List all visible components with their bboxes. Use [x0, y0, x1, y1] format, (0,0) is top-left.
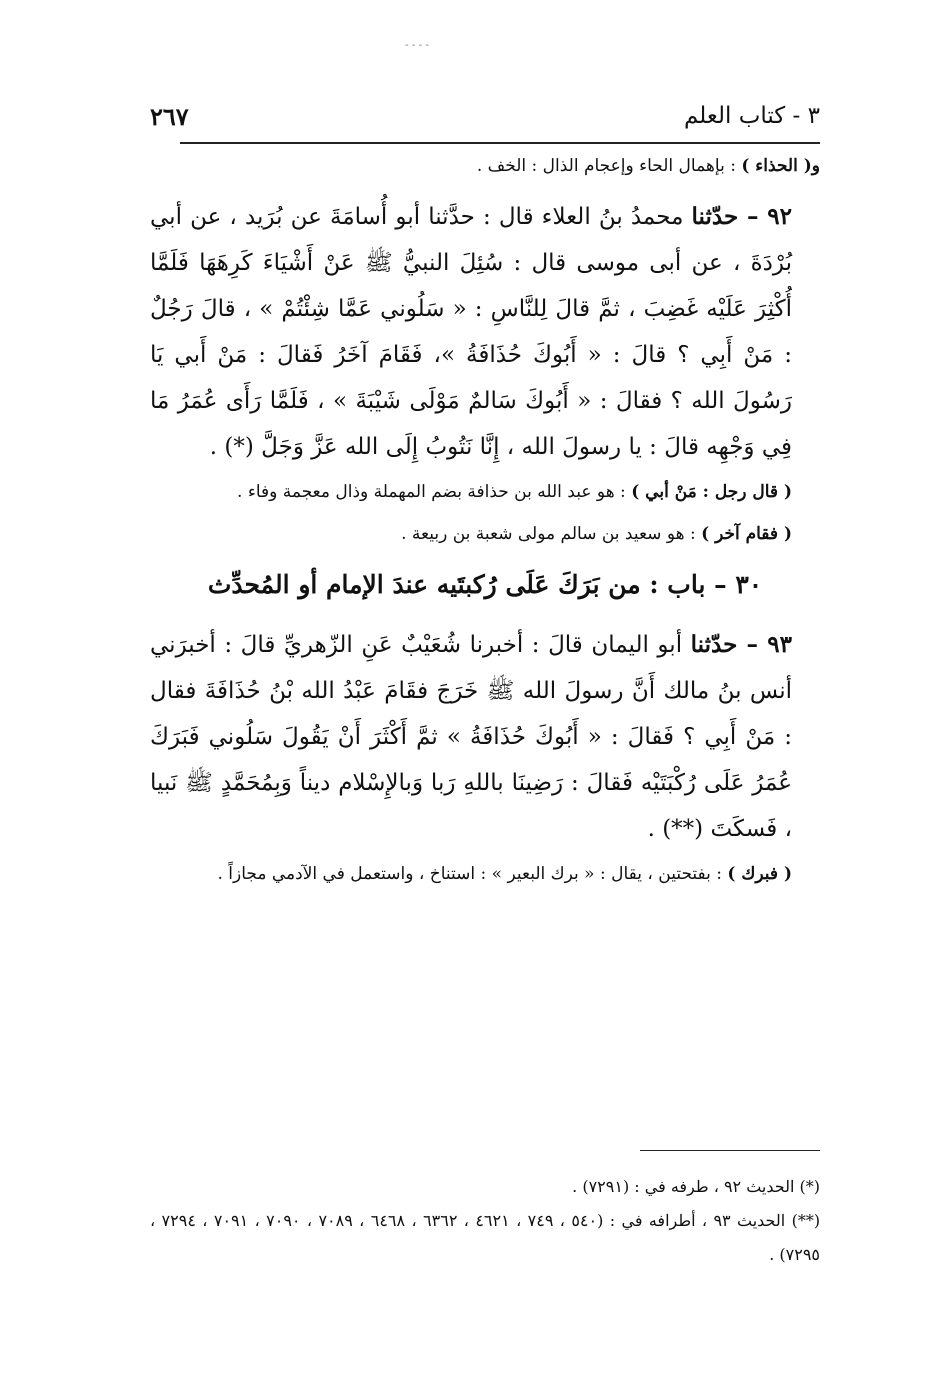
note-92-man-abi — [150, 476, 820, 508]
note-hadhaa — [150, 150, 820, 182]
note-term: ( قال رجل : مَنْ أبي ) — [631, 482, 792, 502]
footnote-2: (**) الحديث ٩٣ ، أطرافه في : (٥٤٠ ، ٧٤٩ ، ٤٦٢١ ، ٦٣٦٢ ، ٦٤٦٨ ، ٧٠٨٩ ، ٧٠٩٠ ، ٧٠٩١ ، ٧٢٩٤ ، ٧٢٩٥) . — [150, 1211, 821, 1264]
note-93-baraka — [150, 858, 820, 890]
book-page — [150, 0, 820, 1384]
note-term: ( فبرك ) — [727, 864, 792, 884]
header-rule — [180, 142, 820, 144]
top-dash-mark: - - - - — [405, 40, 429, 51]
running-head-title: ٣ - كتاب العلم — [683, 103, 820, 129]
note-92-qama-akhar — [150, 518, 820, 550]
footnote-rule — [640, 1150, 820, 1151]
note-text: : هو سعيد بن سالم مولى شعبة بن ربيعة . — [401, 524, 696, 544]
hadith-93-text: أبو اليمان قالَ : أخبرنا شُعَيْبٌ عَنِ الزّهريِّ قالَ : أخبرَني أنس بنُ مالك أَنَّ رسولَ الله ﷺ خَرَجَ فقَامَ عَبْدُ الله بْنُ حُذَافَةَ فقال : مَنْ أَبِي ؟ فَقالَ : « أَبُوكَ حُذَافَةُ » ثمَّ أَكْثَرَ أَنْ يَقُولَ سَلُوني فَبَرَكَ عُمَرُ عَلَى رُكْبَتَيْه فَقالَ : رَضِينَا باللهِ رَبا وَبالإِسْلام ديناً وَبِمُحَمَّدٍ ﷺ نَبيا ، فَسكَتَ (**) . — [150, 632, 792, 842]
hadith-93 — [150, 622, 820, 852]
page-body — [150, 150, 820, 890]
footnotes — [150, 1170, 820, 1272]
note-text: : هو عبد الله بن حذافة بضم المهملة وذال معجمة وفاء . — [237, 482, 626, 502]
note-text: : بإهمال الحاء وإعجام الذال : الخف . — [476, 156, 736, 176]
note-text: : بفتحتين ، يقال : « برك البعير » : استناخ ، واستعمل في الآدمي مجازاً . — [217, 864, 723, 884]
hadith-93-lead: ٩٣ – حدّثنا — [690, 631, 792, 658]
page-number: ٢٦٧ — [150, 101, 189, 131]
footnote-1: (*) الحديث ٩٢ ، طرفه في : (٧٢٩١) . — [572, 1177, 820, 1196]
hadith-92-text: محمدُ بنُ العلاء قال : حدَّثنا أبو أُسامَةَ عن بُرَيد ، عن أبي بُرْدَةَ ، عن أبى موسى قال : سُئِلَ النبيُّ ﷺ عَنْ أَشْيَاءَ كَرِهَهَا فَلَمَّا أُكْثِرَ عَلَيْه غَضِبَ ، ثمَّ قالَ لِلنَّاسِ : « سَلُوني عَمَّا شِئْتُمْ » ، قالَ رَجُلٌ : مَنْ أَبِي ؟ قالَ : « أَبُوكَ حُذَافَةُ »، فَقَامَ آخَرُ فَقالَ : مَنْ أَبي يَا رَسُولَ الله ؟ فقالَ : « أَبُوكَ سَالمٌ مَوْلَى شَيْبَةَ » ، فَلَمَّا رَأَى عُمَرُ مَا فِي وَجْهِه قالَ : يا رسولَ الله ، إِنَّا نَتُوبُ إِلَى الله عَزَّ وَجَلَّ (*) . — [150, 204, 792, 460]
chapter-heading: ٣٠ – باب : من بَرَكَ عَلَى رُكبتَيه عندَ الإمام أو المُحدِّث — [207, 570, 763, 599]
hadith-92-lead: ٩٢ – حدّثنا — [691, 203, 792, 230]
running-head — [150, 96, 820, 136]
hadith-92 — [150, 194, 820, 470]
note-term: ( فقام آخر ) — [701, 524, 792, 544]
note-term: و( الحذاء ) — [741, 156, 820, 176]
